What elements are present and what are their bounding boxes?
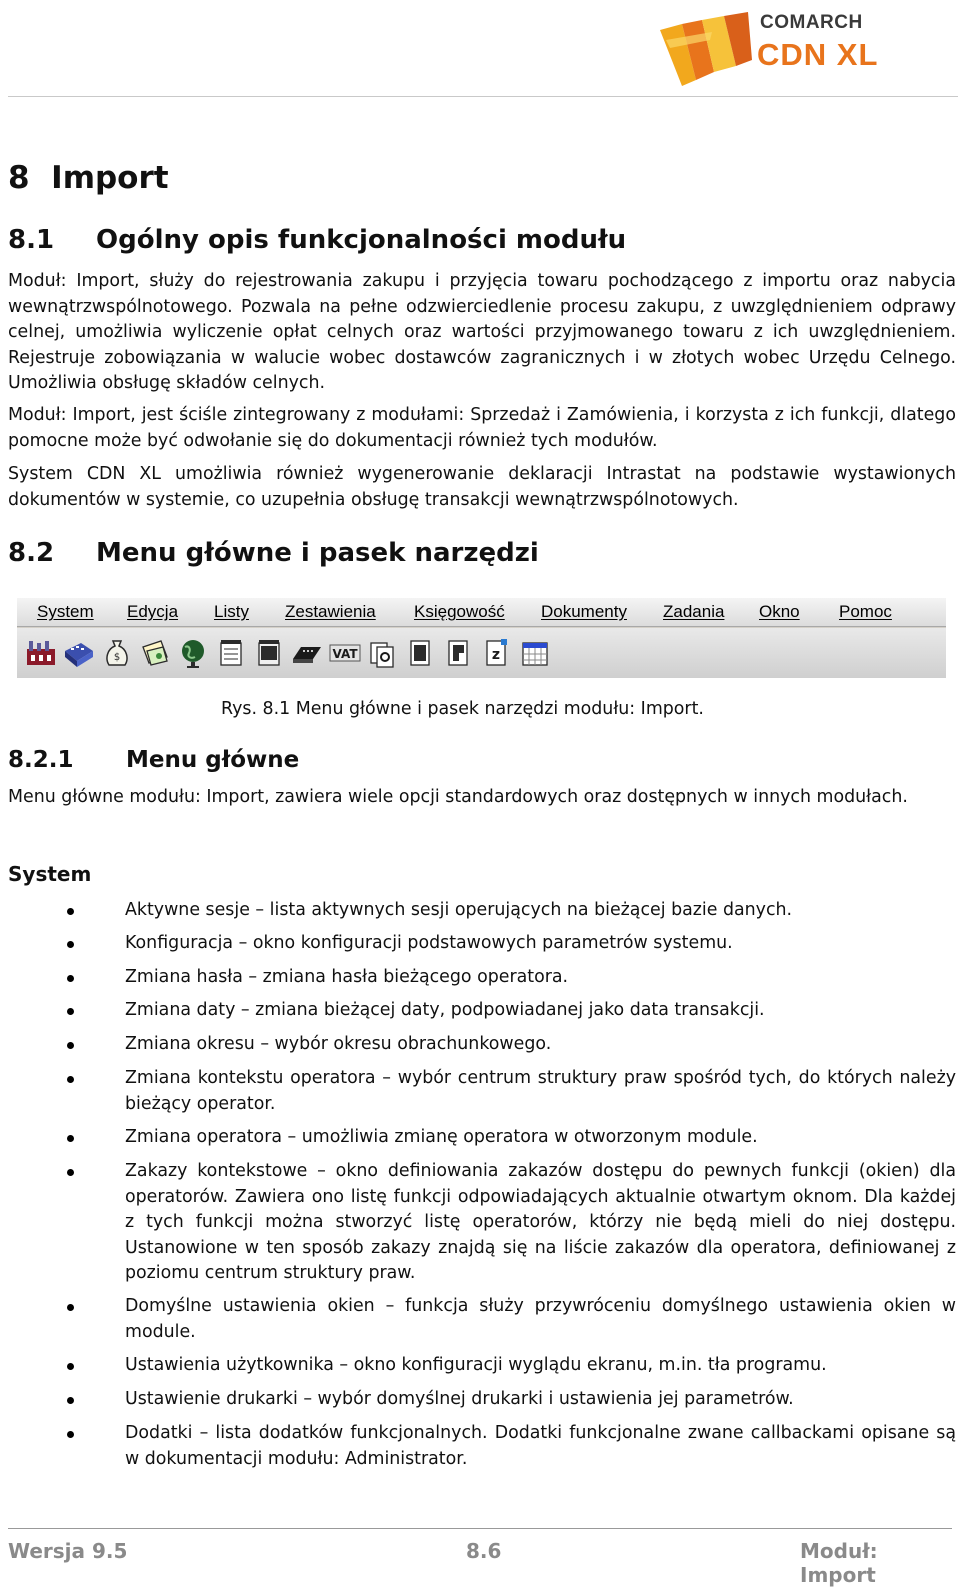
- section-title: Menu główne i pasek narzędzi: [96, 538, 539, 568]
- menu-edycja[interactable]: Edycja: [127, 602, 179, 621]
- list-item-text: Zmiana okresu – wybór okresu obrachunkowego.: [125, 1034, 552, 1054]
- list-item: [125, 998, 956, 1024]
- section-8-2-1-heading: [8, 747, 299, 773]
- bullet-icon: [67, 1169, 74, 1176]
- list-item-text: Domyślne ustawienia okien – funkcja służy przywróceniu domyślnego ustawienia okien w module.: [125, 1296, 956, 1342]
- system-heading: System: [8, 862, 92, 886]
- section-8-2-heading: [8, 538, 539, 568]
- brand-bottom: CDN XL: [757, 37, 879, 72]
- list-item-text: Dodatki – lista dodatków funkcjonalnych. Dodatki funkcjonalne zwane callbackami opisane są w dokumentacji modułu: Administrator.: [125, 1423, 956, 1469]
- documents-icon[interactable]: [367, 637, 399, 669]
- bullet-icon: [67, 1363, 74, 1370]
- list-item-text: Zmiana hasła – zmiana hasła bieżącego operatora.: [125, 967, 569, 987]
- vat-icon[interactable]: [329, 637, 361, 669]
- section-number: 8.2: [8, 538, 55, 568]
- section-number: 8.1: [8, 225, 55, 255]
- money-bag-icon[interactable]: [101, 637, 133, 669]
- footer-version: Wersja 9.5: [8, 1539, 128, 1563]
- bullet-icon: [67, 908, 74, 915]
- globe-icon[interactable]: [177, 637, 209, 669]
- header-divider: [8, 96, 958, 97]
- bullet-icon: [67, 1304, 74, 1311]
- menu-zestawienia[interactable]: Zestawienia: [285, 602, 376, 621]
- menu-okno[interactable]: Okno: [759, 602, 800, 621]
- main-menu-paragraph: Menu główne modułu: Import, zawiera wiele opcji standardowych oraz dostępnych w innych modułach.: [8, 787, 908, 807]
- bullet-icon: [67, 1008, 74, 1015]
- list-item: [125, 1294, 956, 1345]
- bullet-icon: [67, 1431, 74, 1438]
- integration-paragraph: Moduł: Import, jest ściśle zintegrowany z modułami: Sprzedaż i Zamówienia, i korzysta z ich funkcji, dlatego pomocne może być odwołanie się do dokumentacji również tych modułów.: [8, 405, 956, 451]
- list-item-text: Aktywne sesje – lista aktywnych sesji operujących na bieżącej bazie danych.: [125, 900, 793, 920]
- menu-system[interactable]: System: [37, 602, 94, 621]
- intrastat-paragraph: System CDN XL umożliwia również wygenerowanie deklaracji Intrastat na podstawie wystawionych dokumentów w systemie, co uzupełnia obsługę transakcji wewnątrzwspólnotowych.: [8, 464, 956, 510]
- list-item: [125, 1387, 956, 1413]
- figure-caption: Rys. 8.1 Menu główne i pasek narzędzi modułu: Import.: [221, 699, 704, 719]
- svg-text:$: $: [113, 652, 121, 663]
- chapter-title: 8 Import: [8, 160, 169, 196]
- list-item-text: Zmiana operatora – umożliwia zmianę operatora w otworzonym module.: [125, 1127, 758, 1147]
- list-item: [125, 1125, 956, 1151]
- cash-register-icon[interactable]: [63, 637, 95, 669]
- footer-module: Moduł: Import: [800, 1539, 878, 1587]
- list-item: [125, 1159, 956, 1287]
- toolbar: [17, 628, 946, 678]
- list-item-text: Ustawienie drukarki – wybór domyślnej drukarki i ustawienia jej parametrów.: [125, 1389, 794, 1409]
- dark-notepad-icon[interactable]: [253, 637, 285, 669]
- menu-zadania[interactable]: Zadania: [663, 602, 725, 621]
- list-item-text: Ustawienia użytkownika – okno konfiguracji wyglądu ekranu, m.in. tła programu.: [125, 1355, 827, 1375]
- document-d-icon[interactable]: [405, 637, 437, 669]
- section-title: Menu główne: [126, 747, 300, 773]
- bullet-icon: [67, 1135, 74, 1142]
- footer-page-number: 8.6: [466, 1539, 502, 1563]
- brand-top: COMARCH: [760, 12, 863, 33]
- list-item-text: Konfiguracja – okno konfiguracji podstawowych parametrów systemu.: [125, 933, 733, 953]
- list-item-text: Zmiana kontekstu operatora – wybór centrum struktury praw spośród tych, do których należy bieżący operator.: [125, 1068, 956, 1114]
- bullet-icon: [67, 941, 74, 948]
- bullet-icon: [67, 1076, 74, 1083]
- menu-ksiegowosc[interactable]: Księgowość: [414, 602, 505, 621]
- document-p-icon[interactable]: [443, 637, 475, 669]
- list-item: [125, 1353, 956, 1379]
- bullet-icon: [67, 1042, 74, 1049]
- list-item: [125, 931, 956, 957]
- section-title: Ogólny opis funkcjonalności modułu: [96, 225, 627, 255]
- vat-label: VAT: [332, 647, 358, 661]
- list-item: [125, 1421, 956, 1472]
- menu-dokumenty[interactable]: Dokumenty: [541, 602, 627, 621]
- list-item: [125, 1032, 956, 1058]
- keyboard-icon[interactable]: [291, 637, 323, 669]
- list-item: [125, 965, 956, 991]
- bullet-icon: [67, 975, 74, 982]
- bullet-icon: [67, 1397, 74, 1404]
- list-item: [125, 898, 956, 924]
- intro-paragraph: [8, 269, 956, 397]
- notepad-icon[interactable]: [215, 637, 247, 669]
- section-number: 8.2.1: [8, 747, 74, 773]
- list-item-text: Zmiana daty – zmiana bieżącej daty, podpowiadanej jako data transakcji.: [125, 1000, 765, 1020]
- list-item: [125, 1066, 956, 1117]
- calendar-icon[interactable]: [519, 637, 551, 669]
- currency-icon[interactable]: [139, 637, 171, 669]
- document-z-icon[interactable]: [481, 637, 513, 669]
- intro-text: Moduł: Import, służy do rejestrowania zakupu i przyjęcia towaru pochodzącego z importu oraz nabycia wewnątrzwspólnotowego. Pozwala na pełne odzwierciedlenie procesu zakupu, z uwzględnieniem odprawy celnej, umożliwia wyliczenie opłat celnych oraz wartości przyjmowanego towaru z ich uwzględnieniem. Rejestruje zobowiązania w walucie wobec dostawców zagranicznych i w złotych wobec Urzędu Celnego. Umożliwia obsługę składów celnych.: [8, 271, 956, 393]
- menu-pomoc[interactable]: Pomoc: [839, 602, 892, 621]
- svg-text:z: z: [491, 647, 501, 663]
- menu-listy[interactable]: Listy: [214, 602, 249, 621]
- section-8-1-heading: [8, 225, 626, 255]
- main-menubar: [17, 598, 946, 627]
- list-item-text: Zakazy kontekstowe – okno definiowania zakazów dostępu do pewnych funkcji (okien) dla operatorów. Zawiera ono listę funkcji odpowiadających aktualnie otwartym oknom. Dla każdej z tych funkcji można stworzyć listę operatorów, którzy nie będą mieli do niej dostępu. Ustanowione w ten sposób zakazy znajdą się na liście zakazów dla operatora, definiowanej z poziomu centrum struktury praw.: [125, 1161, 956, 1283]
- footer-divider: [8, 1528, 952, 1529]
- factory-icon[interactable]: [25, 637, 57, 669]
- menu-toolbar-screenshot: [17, 598, 946, 678]
